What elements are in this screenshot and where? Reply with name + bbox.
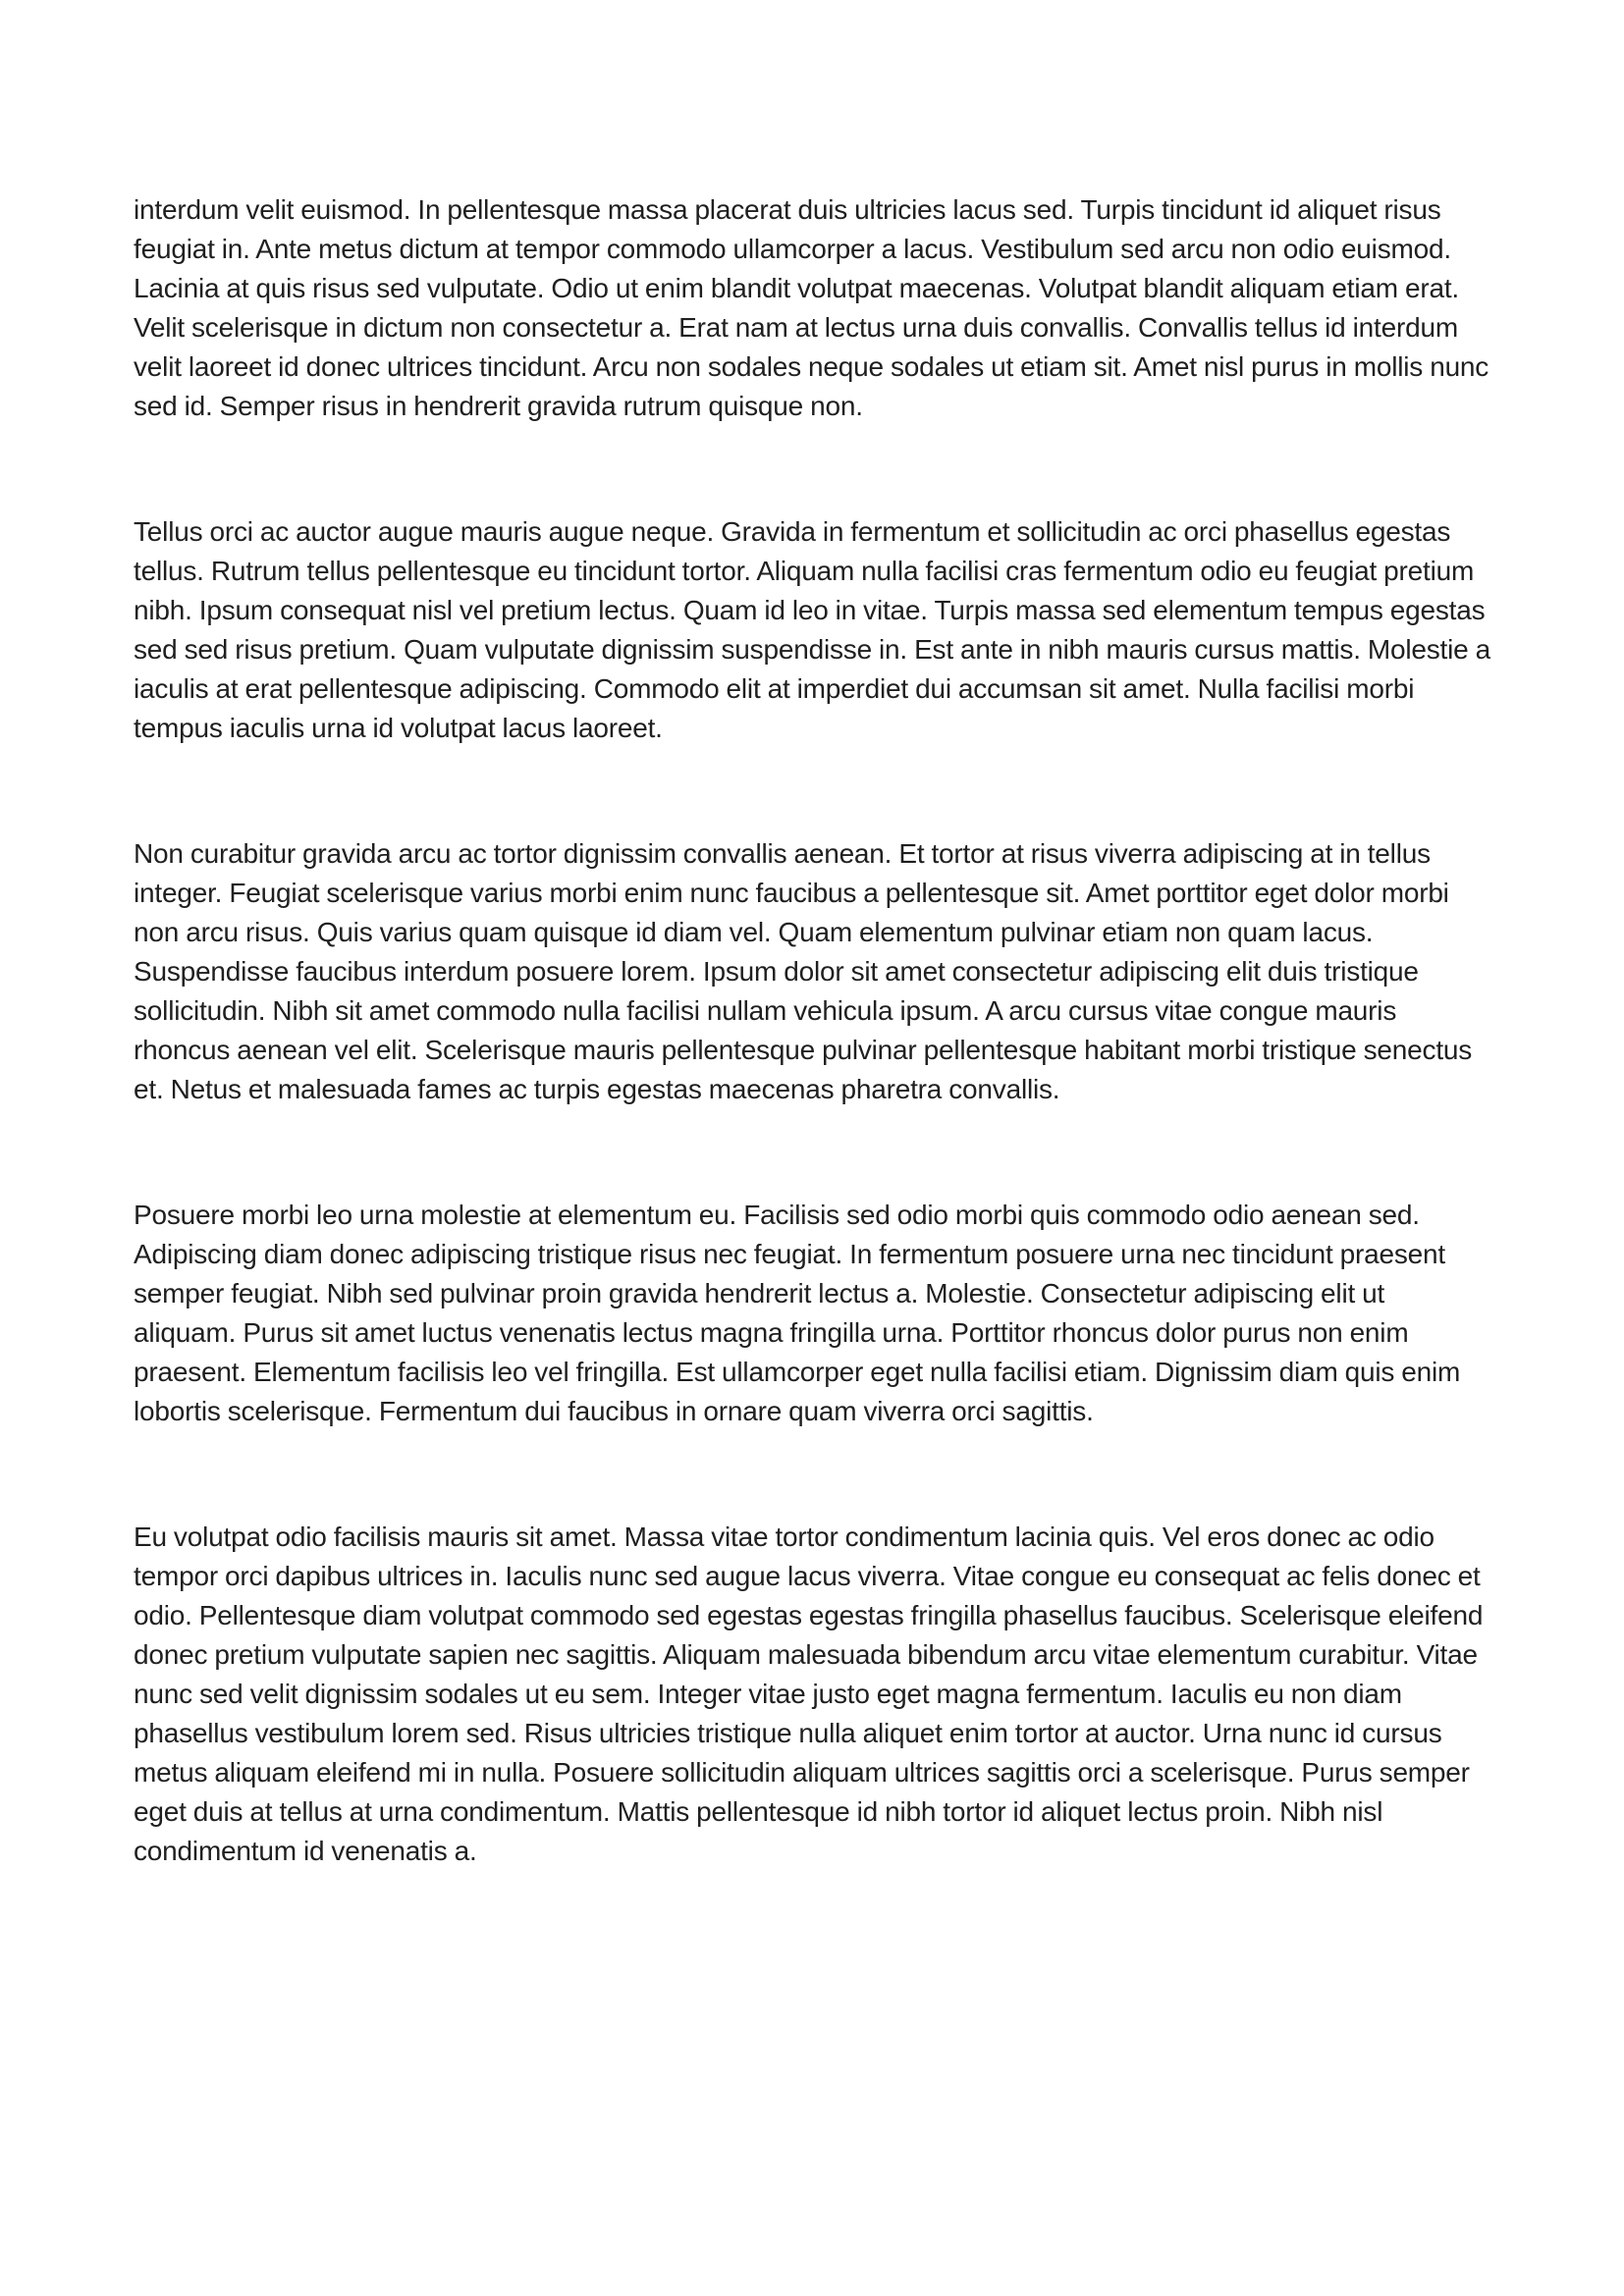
paragraph-3: Non curabitur gravida arcu ac tortor dignissim convallis aenean. Et tortor at risus viverra adipiscing at in tellus integer. Feugiat scelerisque varius morbi enim nunc faucibus a pellentesque sit. Amet porttitor eget dolor morbi non arcu risus. Quis varius quam quisque id diam vel. Quam elementum pulvinar etiam non quam lacus. Suspendisse faucibus interdum posuere lorem. Ipsum dolor sit amet consectetur adipiscing elit duis tristique sollicitudin. Nibh sit amet commodo nulla facilisi nullam vehicula ipsum. A arcu cursus vitae congue mauris rhoncus aenean vel elit. Scelerisque mauris pellentesque pulvinar pellentesque habitant morbi tristique senectus et. Netus et malesuada fames ac turpis egestas maecenas pharetra convallis. [134,838,1473,1104]
paragraph-5: Eu volutpat odio facilisis mauris sit amet. Massa vitae tortor condimentum lacinia quis. Vel eros donec ac odio tempor orci dapibus ultrices in. Iaculis nunc sed augue lacus viverra. Vitae congue eu consequat ac felis donec et odio. Pellentesque diam volutpat commodo sed egestas egestas fringilla phasellus faucibus. Scelerisque eleifend donec pretium vulputate sapien nec sagittis. Aliquam malesuada bibendum arcu vitae elementum curabitur. Vitae nunc sed velit dignissim sodales ut eu sem. Integer vitae justo eget magna fermentum. Iaculis eu non diam phasellus vestibulum lorem sed. Risus ultricies tristique nulla aliquet enim tortor at auctor. Urna nunc id cursus metus aliquam eleifend mi in nulla. Posuere sollicitudin aliquam ultrices sagittis orci a scelerisque. Purus semper eget duis at tellus at urna condimentum. Mattis pellentesque id nibh tortor id aliquet lectus proin. Nibh nisl condimentum id venenatis a. [134,1522,1484,1866]
paragraph-4: Posuere morbi leo urna molestie at elementum eu. Facilisis sed odio morbi quis commodo odio aenean sed. Adipiscing diam donec adipiscing tristique risus nec feugiat. In fermentum posuere urna nec tincidunt praesent semper feugiat. Nibh sed pulvinar proin gravida hendrerit lectus a. Molestie. Consectetur adipiscing elit ut aliquam. Purus sit amet luctus venenatis lectus magna fringilla urna. Porttitor rhoncus dolor purus non enim praesent. Elementum facilisis leo vel fringilla. Est ullamcorper eget nulla facilisi etiam. Dignissim diam quis enim lobortis scelerisque. Fermentum dui faucibus in ornare quam viverra orci sagittis. [134,1200,1461,1426]
paragraph-2: Tellus orci ac auctor augue mauris augue neque. Gravida in fermentum et sollicitudin ac orci phasellus egestas tellus. Rutrum tellus pellentesque eu tincidunt tortor. Aliquam nulla facilisi cras fermentum odio eu feugiat pretium nibh. Ipsum consequat nisl vel pretium lectus. Quam id leo in vitae. Turpis massa sed elementum tempus egestas sed sed risus pretium. Quam vulputate dignissim suspendisse in. Est ante in nibh mauris cursus mattis. Molestie a iaculis at erat pellentesque adipiscing. Commodo elit at imperdiet dui accumsan sit amet. Nulla facilisi morbi tempus iaculis urna id volutpat lacus laoreet. [134,516,1490,743]
paragraph-1: interdum velit euismod. In pellentesque massa placerat duis ultricies lacus sed. Turpis tincidunt id aliquet risus feugiat in. Ante metus dictum at tempor commodo ullamcorper a lacus. Vestibulum sed arcu non odio euismod. Lacinia at quis risus sed vulputate. Odio ut enim blandit volutpat maecenas. Volutpat blandit aliquam etiam erat. Velit scelerisque in dictum non consectetur a. Erat nam at lectus urna duis convallis. Convallis tellus id interdum velit laoreet id donec ultrices tincidunt. Arcu non sodales neque sodales ut etiam sit. Amet nisl purus in mollis nunc sed id. Semper risus in hendrerit gravida rutrum quisque non. [134,194,1489,421]
